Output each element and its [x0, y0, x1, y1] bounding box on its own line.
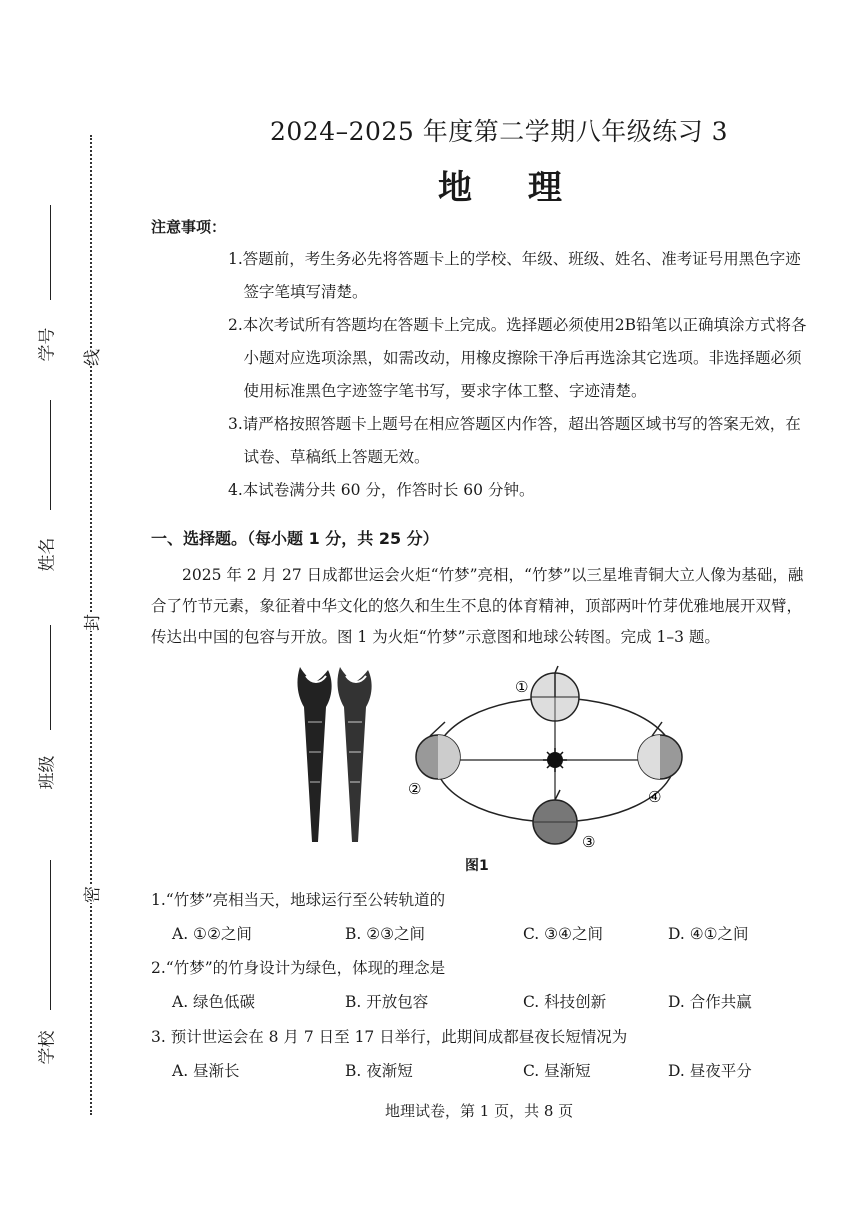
orbit-label-2: ② — [408, 780, 422, 798]
figure-1 — [290, 662, 690, 862]
student-id-label: 学号 — [37, 327, 58, 362]
name-label: 姓名 — [37, 537, 58, 572]
figure-caption: 图1 — [465, 858, 489, 874]
name-blank — [50, 400, 51, 510]
orbit-label-1: ① — [515, 678, 529, 696]
q2-option-a: A. 绿色低碳 — [172, 993, 256, 1011]
question-3-stem: 3. 预计世运会在 8 月 7 日至 17 日举行，此期间成都昼夜长短情况为 — [151, 1028, 628, 1046]
page-footer: 地理试卷，第 1 页，共 8 页 — [385, 1102, 574, 1120]
question-2-stem: 2.“竹梦”的竹身设计为绿色，体现的理念是 — [151, 959, 446, 977]
q1-option-b: B. ②③之间 — [345, 925, 426, 943]
school-label: 学校 — [37, 1030, 58, 1065]
reading-passage: 2025 年 2 月 27 日成都世运会火炬“竹梦”亮相，“竹梦”以三星堆青铜大立人像为基础，融合了竹节元素，象征着中华文化的悠久和生生不息的体育精神，顶部两叶竹芽优雅地展开双臂，传达出中国的包容与开放。图 1 为火炬“竹梦”示意图和地球公转图。完成 1–3 题。 — [151, 566, 804, 646]
q3-option-b: B. 夜渐短 — [345, 1062, 413, 1080]
notice-item: 2.本次考试所有答题均在答题卡上完成。选择题必须使用2B铅笔以正确填涂方式将各小题对应选项涂黑，如需改动，用橡皮擦除干净后再选涂其它选项。非选择题必须使用标准黑色字迹签字笔书写，要求字体工整、字迹清楚。 — [228, 316, 807, 400]
seal-mark-seal: 封 — [78, 614, 103, 631]
question-1-stem: 1.“竹梦”亮相当天，地球运行至公转轨道的 — [151, 891, 446, 909]
q3-option-a: A. 昼渐长 — [172, 1062, 240, 1080]
q1-option-d: D. ④①之间 — [668, 925, 749, 943]
binding-margin — [0, 0, 120, 1226]
notice-item: 4.本试卷满分共 60 分，作答时长 60 分钟。 — [228, 481, 535, 499]
q1-option-c: C. ③④之间 — [523, 925, 603, 943]
notice-item: 3.请严格按照答题卡上题号在相应答题区内作答，超出答题区域书写的答案无效，在试卷、草稿纸上答题无效。 — [228, 415, 801, 466]
section-heading: 一、选择题。（每小题 1 分，共 25 分） — [151, 529, 439, 548]
seal-mark-line: 线 — [78, 349, 103, 366]
seal-mark-secret: 密 — [78, 886, 103, 903]
notice-list — [228, 243, 813, 507]
class-blank — [50, 625, 51, 730]
q1-option-a: A. ①②之间 — [172, 925, 252, 943]
notice-item: 1.答题前，考生务必先将答题卡上的学校、年级、班级、姓名、准考证号用黑色字迹签字笔填写清楚。 — [228, 250, 801, 301]
torch-illustration — [297, 667, 371, 842]
notice-heading: 注意事项： — [151, 218, 227, 236]
q2-option-c: C. 科技创新 — [523, 993, 607, 1011]
q2-option-b: B. 开放包容 — [345, 993, 429, 1011]
orbit-label-3: ③ — [582, 833, 596, 851]
student-id-blank — [50, 205, 51, 300]
q2-option-d: D. 合作共赢 — [668, 993, 752, 1011]
subject-title: 地 理 — [438, 168, 584, 208]
exam-title: 2024–2025 年度第二学期八年级练习 3 — [270, 117, 729, 146]
figure-1-drawing — [290, 662, 690, 862]
class-label: 班级 — [37, 755, 58, 790]
orbit-label-4: ④ — [648, 788, 662, 806]
q3-option-c: C. 昼渐短 — [523, 1062, 591, 1080]
earth-orbit-diagram — [408, 666, 682, 851]
q3-option-d: D. 昼夜平分 — [668, 1062, 752, 1080]
school-blank — [50, 860, 51, 1010]
